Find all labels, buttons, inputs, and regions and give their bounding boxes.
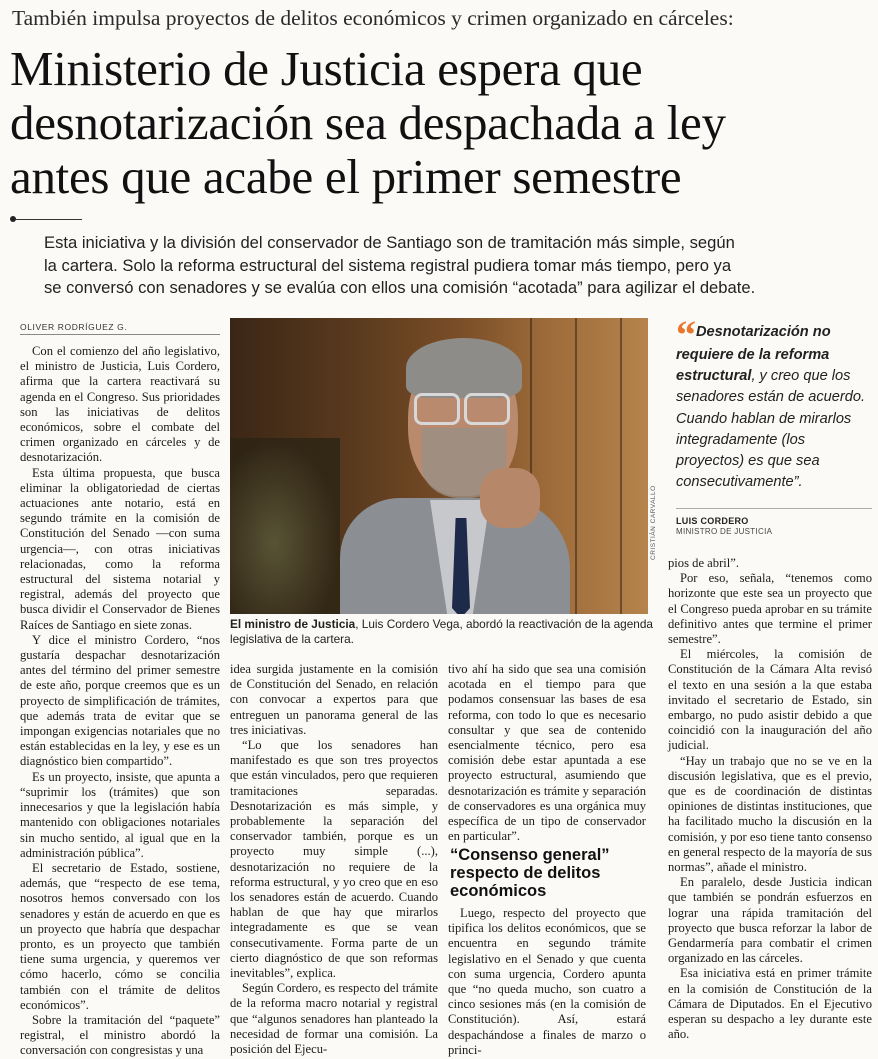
paragraph: Y dice el ministro Cordero, “nos gustaría despachar desnotarización antes del término del primer semestre de este año, porque creemos que es un proyecto de simplificación de trámites, que además trata de evitar que se impongan exigencias notariales que no están establecidas en la ley, y ese es un diagnóstico bien compartido”. — [20, 632, 220, 769]
column-3 — [448, 662, 646, 844]
headline-line: antes que acabe el primer semestre — [10, 149, 682, 204]
quote-author: LUIS CORDERO — [676, 516, 749, 526]
column-1 — [20, 344, 220, 1059]
quote-line: proyectos) es que sea — [676, 453, 820, 470]
paragraph: Esa iniciativa está en primer trámite en la comisión de Constitución de la Cámara de Diputados. En el Ejecutivo esperan su despacho a ley durante este año. — [668, 966, 872, 1042]
paragraph: Con el comienzo del año legislativo, el ministro de Justicia, Luis Cordero, afirma que la cartera reactivará su agenda en el Congreso. Sus prioridades son las iniciativas de delitos económicos, sobre el combate del crimen organizado en cárceles y de desnotarización. — [20, 344, 220, 465]
paragraph: En paralelo, desde Justicia indican que también se pondrán esfuerzos en lograr una rápida tramitación del proyecto que busca reforzar la labor de Gendarmería para combatir el crimen organizado en las cárceles. — [668, 875, 872, 966]
paragraph: “Hay un trabajo que no se ve en la discusión legislativa, que es el previo, que es de coordinación de distintas opiniones de distintas instituciones, que ha facilitado mucho la discusión en la comisión, y por eso tiene tanto consenso en general respecto de la mayoría de sus normas”, añade el ministro. — [668, 753, 872, 875]
byline-divider — [20, 334, 220, 335]
lede-line: se conversó con senadores y se evalúa con ellos una comisión “acotada” para agilizar el debate. — [44, 278, 756, 297]
glasses-left-icon — [414, 393, 460, 425]
quote-line: , y creo que los — [751, 368, 851, 385]
lede — [44, 232, 874, 300]
paragraph: El secretario de Estado, sostiene, además, que “respecto de ese tema, nosotros hemos conversado con los senadores y están de acuerdo en que es un proyecto que habría que despachar pronto, es un proyecto que también tiene suma urgencia, y queremos ver cómo hacerlo, cómo se concilia también con el trámite de delitos económicos”. — [20, 860, 220, 1012]
hair-shape — [406, 338, 522, 398]
lede-line: la cartera. Solo la reforma estructural del sistema registral pudiera tomar más tiempo, pero ya — [44, 255, 732, 275]
paragraph: tivo ahí ha sido que sea una comisión acotada en el tiempo para que podamos consensuar las bases de esa reforma, con todo lo que es necesario consultar y que sea de contenido esencialmente técnico, pero esa comisión debe estar apuntada a ese proyecto estructural, asumiendo que desnotarización es trámite y separación de conservadores es una orgánica muy específica de un tipo de conservador en particular”. — [448, 662, 646, 844]
wood-panel-line — [575, 318, 577, 614]
quote-mark-icon: “ — [676, 312, 692, 357]
paragraph: “Lo que los senadores han manifestado es que son tres proyectos que están vinculados, pero que requieren tramitaciones separadas. Desnotarización es más simple, y probablemente la separación del conservador también, porque es un proyecto muy simple (...), desnotarización no requiere de la reforma estructural, y yo creo que en eso los senadores están de acuerdo. Cuando hablan de que hay que mirarlos integradamente es que se vean consecutivamente. Forma parte de un cierto diagnóstico de que son reformas inevitables”, explica. — [230, 738, 438, 981]
quote-divider — [676, 508, 872, 509]
wood-panel-line — [620, 318, 622, 614]
column-3-continued — [448, 906, 646, 1058]
headline-divider — [12, 219, 82, 220]
paragraph: Según Cordero, es respecto del trámite de la reforma macro notarial y registral que “algunos senadores han planteado la necesidad de formar una comisión. La posición del Ejecu- — [230, 981, 438, 1057]
caption-text: legislativa de la cartera. — [230, 632, 354, 646]
paragraph: Por eso, señala, “tenemos como horizonte que este sea un proyecto que el Congreso pueda aprobar en su trámite definitivo antes que termine el primer semestre”. — [668, 571, 872, 647]
minister-photo — [230, 318, 648, 614]
quote-line: Cuando hablan de mirarlos — [676, 410, 852, 427]
lede-line: Esta iniciativa y la división del conservador de Santiago son de tramitación más simple, según — [44, 233, 735, 252]
caption-text: , Luis Cordero Vega, abordó la reactivación de la agenda — [355, 617, 653, 631]
subheading-line: económicos — [450, 882, 547, 900]
paragraph: Sobre la tramitación del “paquete” registral, el ministro abordó la conversación con congresistas y una — [20, 1012, 220, 1058]
bullet-dot-icon — [10, 216, 16, 222]
subheading — [450, 846, 646, 900]
quote-line: integradamente (los — [676, 431, 805, 448]
photo-caption — [230, 617, 653, 647]
quote-line: Desnotarización no — [696, 324, 831, 340]
quote-line: consecutivamente”. — [676, 474, 803, 491]
byline: OLIVER RODRÍGUEZ G. — [20, 322, 128, 332]
blurred-foreground — [230, 438, 340, 614]
headline-line: desnotarización sea despachada a ley — [10, 95, 726, 150]
paragraph: Luego, respecto del proyecto que tipifica los delitos económicos, que se encuentra en segundo trámite legislativo en el Senado y que cuenta con suma urgencia, Cordero apunta que “no queda mucho, son cuatro a cinco sesiones más (en la comisión de Constitución). Así, estará despachándose a finales de marzo o princi- — [448, 906, 646, 1057]
paragraph: Es un proyecto, insiste, que apunta a “suprimir los (trámites) que son innecesarios y que la legislación había mantenido con obligaciones notariales sin mucho sentido, al igual que en la administración pública”. — [20, 769, 220, 860]
paragraph: El miércoles, la comisión de Constitución de la Cámara Alta revisó el texto en una sesión a la que estaba invitado el secretario de Estado, sin embargo, no pudo asistir debido a que coincidió con la inauguración del año judicial. — [668, 647, 872, 753]
subheading-line: respecto de delitos — [450, 864, 601, 882]
column-2 — [230, 662, 438, 1057]
pull-quote — [676, 312, 872, 493]
headline-line: Ministerio de Justicia espera que — [10, 41, 643, 96]
quote-line: senadores están de acuerdo. — [676, 389, 866, 406]
kicker: También impulsa proyectos de delitos económicos y crimen organizado en cárceles: — [12, 6, 734, 30]
column-4 — [668, 556, 872, 1043]
headline — [10, 42, 870, 204]
quote-line: estructural — [676, 368, 752, 385]
subheading-line: “Consenso general” — [450, 846, 610, 864]
hand-shape — [480, 468, 540, 528]
quote-line: requiere de la reforma — [676, 347, 830, 363]
quote-author-role: MINISTRO DE JUSTICIA — [676, 527, 773, 536]
glasses-right-icon — [464, 393, 510, 425]
paragraph: idea surgida justamente en la comisión de Constitución del Senado, en relación con convocar a expertos para que entreguen un panorama general de las tres iniciativas. — [230, 662, 438, 737]
caption-bold: El ministro de Justicia — [230, 617, 356, 631]
paragraph: Esta última propuesta, que busca eliminar la obligatoriedad de ciertas actuaciones ante notario, está en segundo trámite en la comisión de Constitución del Senado —con suma urgencia—, con otras iniciativas relacionadas, como la reforma estructural del sistema notarial y registral, además del proyecto que busca dividir el Conservador de Bienes Raíces de Santiago en siete zonas. — [20, 465, 220, 632]
paragraph: pios de abril”. — [668, 556, 739, 570]
photo-credit: CRISTIÁN CARVALLO — [650, 485, 657, 560]
